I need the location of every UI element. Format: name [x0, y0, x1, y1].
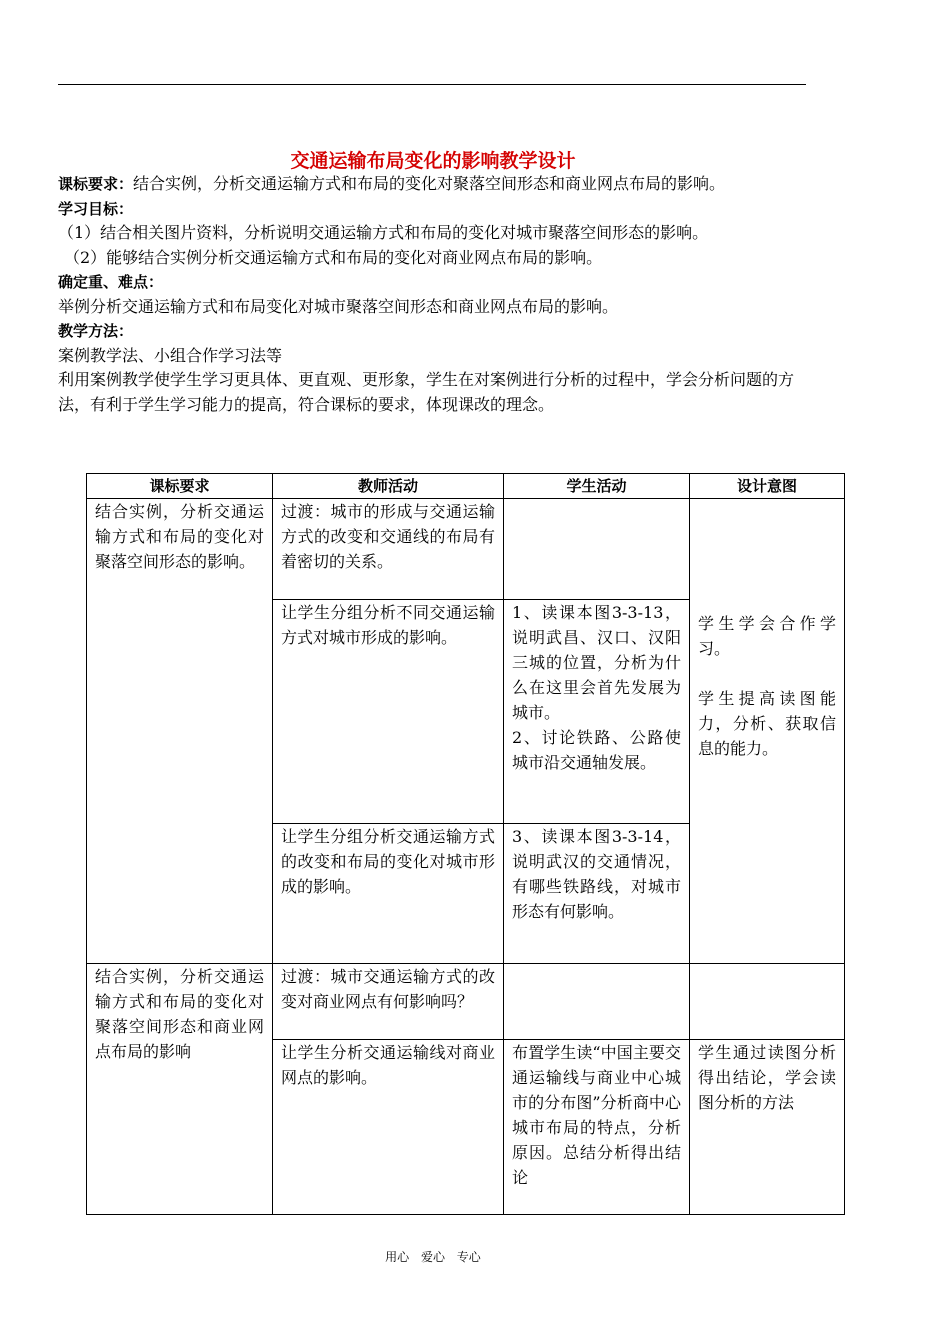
header-teacher: 教师活动 [273, 474, 504, 499]
document-title: 交通运输布局变化的影响教学设计 [290, 150, 576, 172]
key-text: 举例分析交通运输方式和布局变化对城市聚落空间形态和商业网点布局的影响。 [58, 296, 619, 316]
method-text-1: 案例教学法、小组合作学习法等 [58, 345, 283, 365]
cell-teacher-2: 让学生分组分析不同交通运输方式对城市形成的影响。 [273, 600, 504, 824]
goal-1: （1）结合相关图片资料，分析说明交通运输方式和布局的变化对城市聚落空间形态的影响。 [58, 223, 709, 242]
cell-standard-2: 结合实例，分析交通运输方式和布局的变化对聚落空间形态和商业网点布局的影响 [87, 964, 273, 1215]
standard-label: 课标要求： [58, 175, 134, 193]
document-body [58, 172, 818, 417]
cell-intent-1 [690, 499, 845, 964]
cell-teacher-1: 过渡：城市的形成与交通运输方式的改变和交通线的布局有着密切的关系。 [273, 499, 504, 600]
cell-student-5: 布置学生读“中国主要交通运输线与商业中心城市的分布图”分析商中心城市布局的特点，分析原因。总结分析得出结论 [504, 1040, 690, 1215]
header-student: 学生活动 [504, 474, 690, 499]
table-header-row [87, 474, 845, 499]
cell-student-3: 3、读课本图3-3-14，说明武汉的交通情况，有哪些铁路线，对城市形态有何影响。 [504, 824, 690, 964]
method-text-2: 利用案例教学使学生学习更具体、更直观、更形象，学生在对案例进行分析的过程中，学会分析问题的方法，有利于学生学习能力的提高，符合课标的要求，体现课改的理念。 [58, 370, 795, 414]
cell-standard-1: 结合实例，分析交通运输方式和布局的变化对聚落空间形态的影响。 [87, 499, 273, 964]
cell-teacher-4: 过渡：城市交通运输方式的改变对商业网点有何影响吗？ [273, 964, 504, 1040]
key-label: 确定重、难点： [58, 273, 164, 291]
page-footer: 用心 爱心 专心 [385, 1250, 481, 1264]
intent-1-text: 学生学会合作学习。 学生提高读图能力，分析、获取信息的能力。 [698, 614, 836, 758]
header-intent: 设计意图 [690, 474, 845, 499]
cell-teacher-5: 让学生分析交通运输线对商业网点的影响。 [273, 1040, 504, 1215]
cell-student-1 [504, 499, 690, 600]
cell-teacher-3: 让学生分组分析交通运输方式的改变和布局的变化对城市形成的影响。 [273, 824, 504, 964]
table-row [87, 499, 845, 600]
goal-2: （2）能够结合实例分析交通运输方式和布局的变化对商业网点布局的影响。 [64, 247, 603, 267]
cell-intent-4 [690, 964, 845, 1040]
cell-student-2 [504, 600, 690, 824]
student-2-text: 1、读课本图3-3-13，说明武昌、汉口、汉阳三城的位置，分析为什么在这里会首先发展为城市。 2、讨论铁路、公路使城市沿交通轴发展。 [512, 603, 681, 772]
cell-intent-5: 学生通过读图分析得出结论，学会读图分析的方法 [690, 1040, 845, 1215]
lesson-plan-table [86, 473, 845, 1215]
method-label: 教学方法： [58, 322, 134, 340]
cell-student-4 [504, 964, 690, 1040]
standard-paragraph [58, 172, 818, 197]
header-rule [58, 84, 806, 85]
table-row [87, 964, 845, 1040]
goals-label: 学习目标： [58, 199, 134, 218]
header-standard: 课标要求 [87, 474, 273, 499]
standard-text: 结合实例，分析交通运输方式和布局的变化对聚落空间形态和商业网点布局的影响。 [133, 174, 726, 193]
